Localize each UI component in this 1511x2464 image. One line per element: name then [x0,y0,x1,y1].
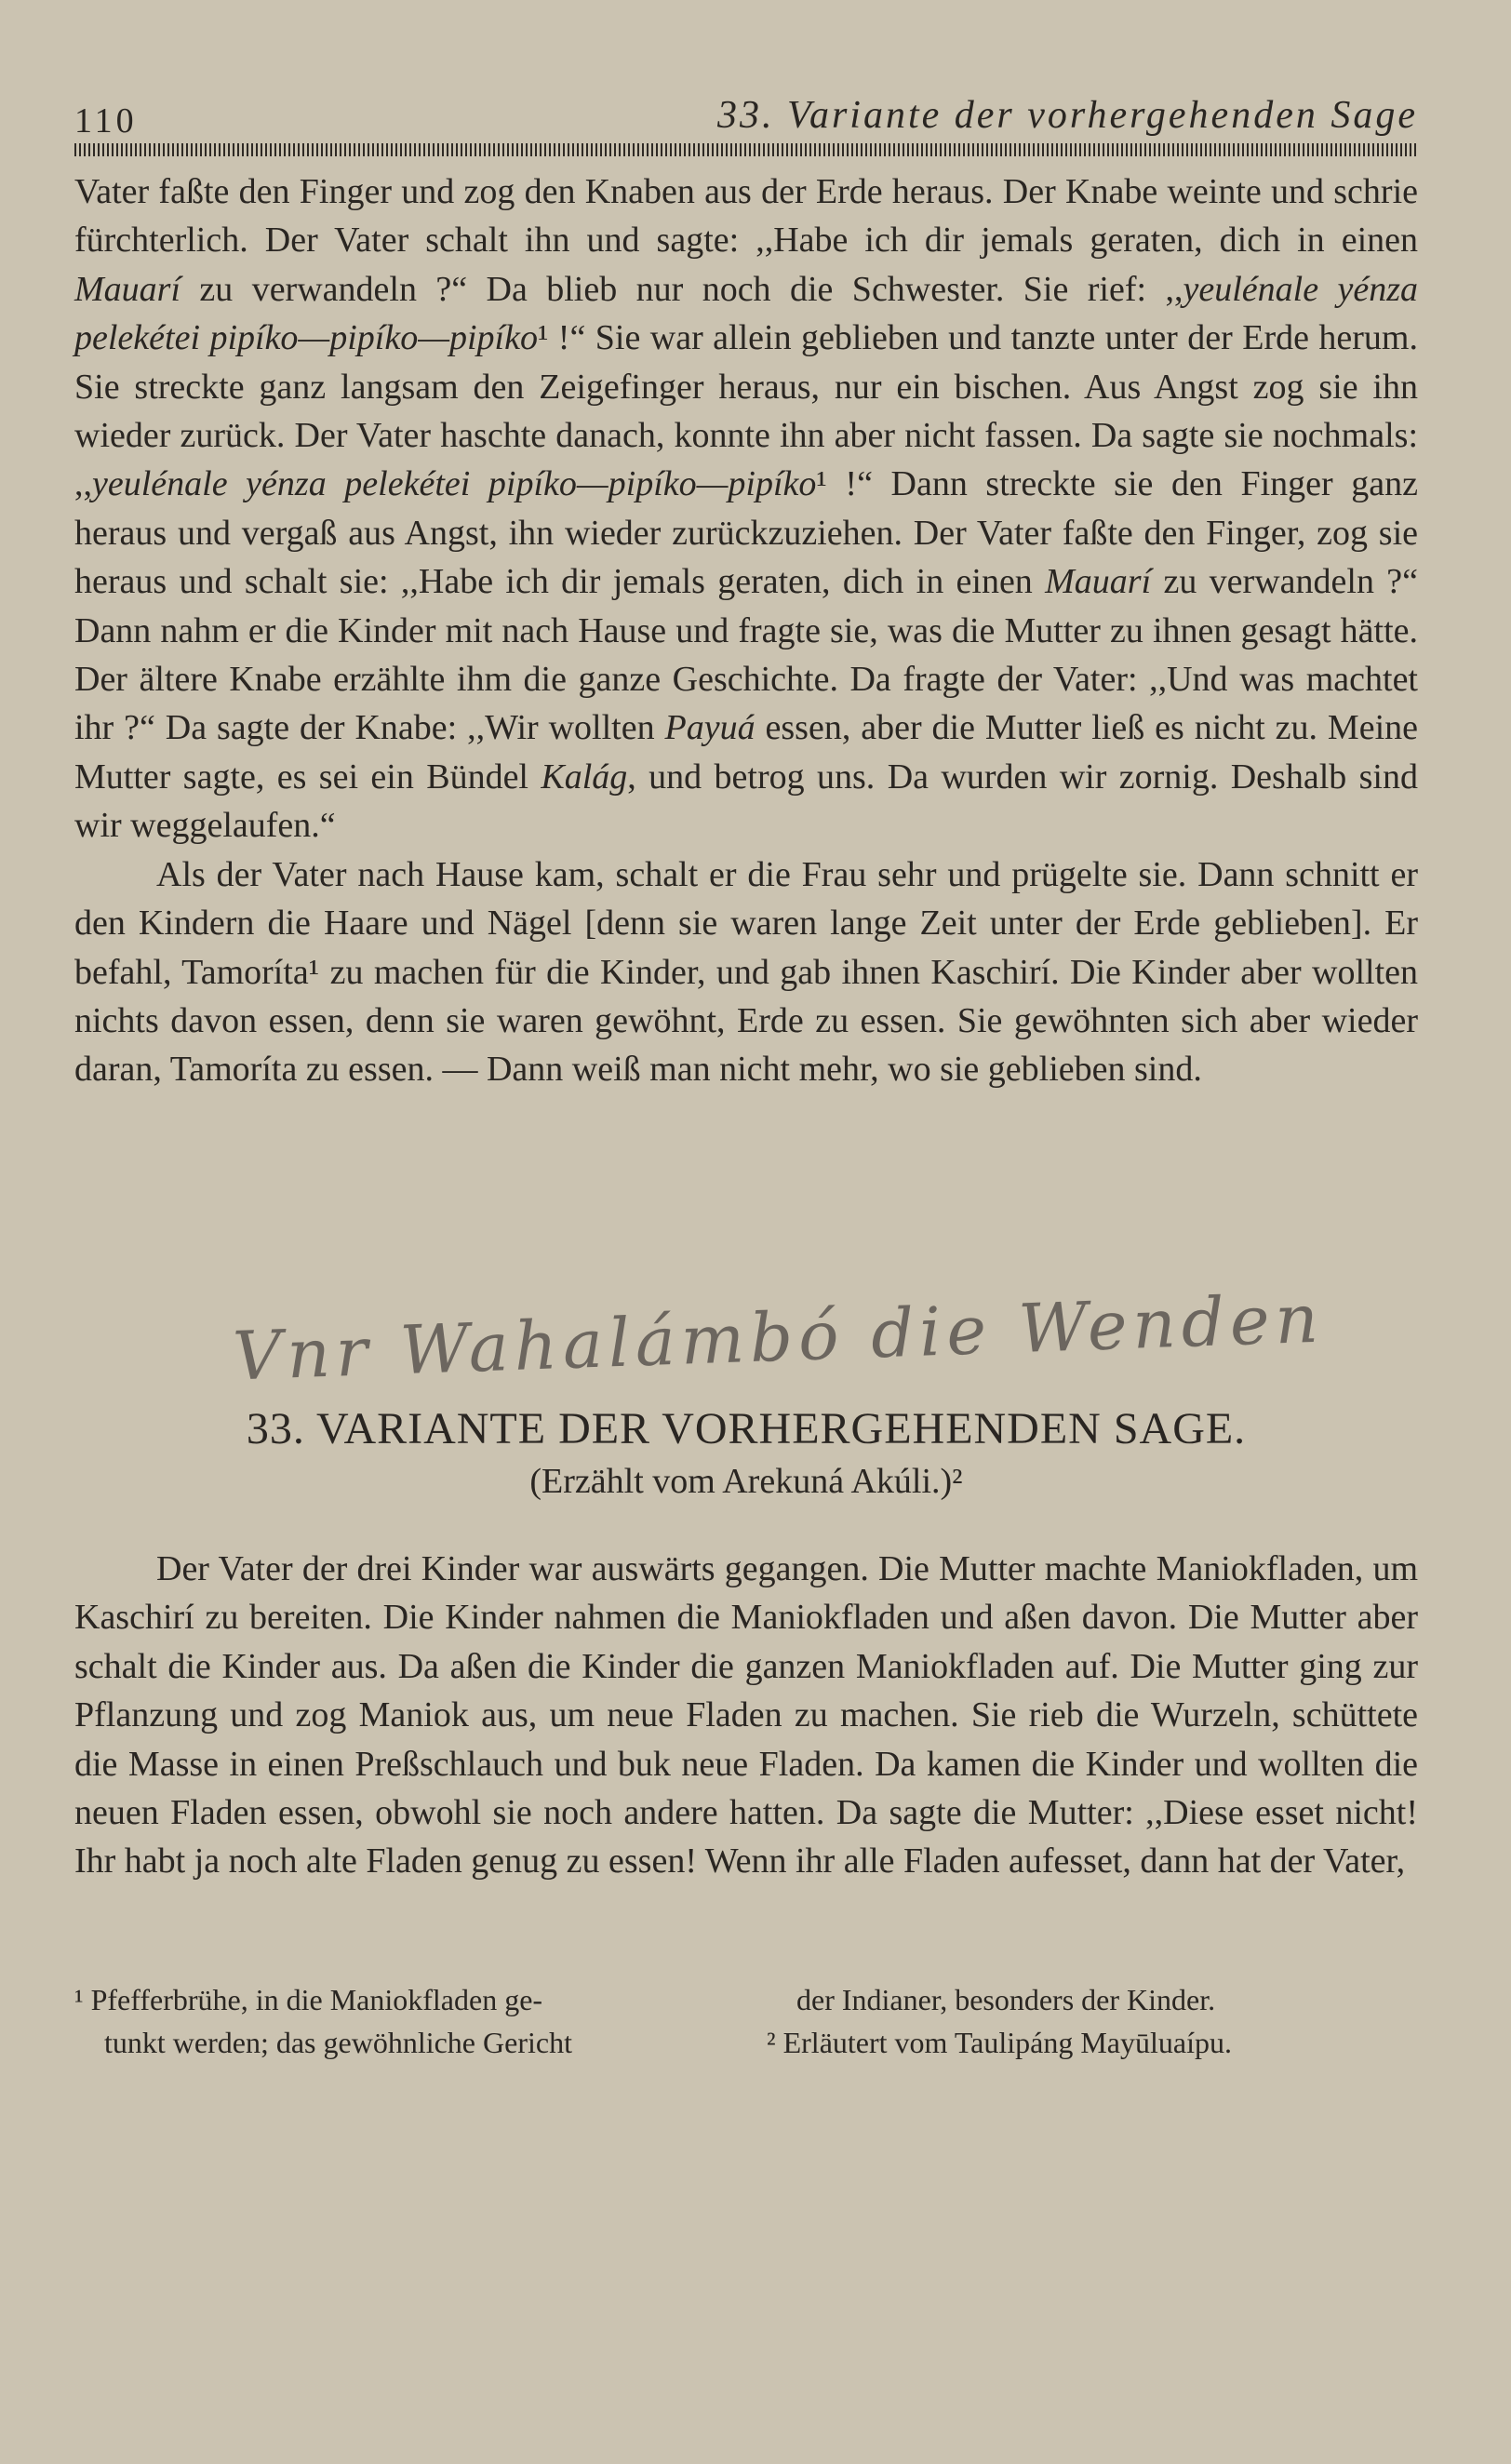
header-rule [74,143,1418,156]
italic-chant: yeulénale yénza pelekétei pipíko—pipíko—pipíko [74,269,1418,358]
footnote-2: ² Erläutert vom Taulipáng Mayūluaípu. [767,2026,1232,2059]
text-run: Vater faßte den Finger und zog den Knaben aus der Erde heraus. Der Knabe weinte und schrie fürchterlich. Der Vater schalt ihn und sagte: ,,Habe ich dir jemals geraten, dich in einen [74,172,1418,261]
footnote-1-continued-2: der Indianer, besonders der Kinder. [796,1983,1216,2016]
text-run: zu verwandeln ?“ Dann nahm er die Kinder mit nach Hause und fragte sie, was die Mutter zu ihnen gesagt hätte. Der ältere Knabe erzählte ihm die ganze Geschichte. Da fragte der Vater: ,,Und was machtet ihr ?“ Da sagte der Knabe: ,,Wir wollten [74,562,1419,748]
paragraph-2: Als der Vater nach Hause kam, schalt er die Frau sehr und prügelte sie. Dann schnitt er den Kindern die Haare und Nägel [denn sie waren lange Zeit unter der Erde geblieben]. Er befahl, Tamoríta¹ zu machen für die Kinder, und gab ihnen Kaschirí. Die Kinder aber wollten nichts davon essen, denn sie waren gewöhnt, Erde zu essen. Sie gewöhnten sich aber wieder daran, Tamoríta zu essen. — Dann weiß man nicht mehr, wo sie geblieben sind. [74,854,1418,1090]
italic-term: Mauarí [1045,562,1152,602]
page-header [74,93,1418,141]
text-run: essen, aber die Mutter ließ es nicht zu. Meine Mutter sagte, es sei ein Bündel [74,708,1419,797]
footnote-column-left [74,1978,726,2064]
text-run: , und betrog uns. Da wurden wir zornig. Deshalb sind wir weggelaufen.“ [74,757,1418,846]
footnote-column-right [767,1978,1418,2064]
text-run: ¹ !“ Sie war allein geblieben und tanzte unter der Erde herum. Sie streckte ganz langsam den Zeigefinger heraus, nur ein bischen. Aus Angst zog sie ihn wieder zurück. Der Vater haschte danach, konnte ihn aber nicht fassen. Da sagte sie nochmals: ,, [74,318,1418,504]
footnote-1-continued: tunkt werden; das gewöhnliche Gericht [104,2026,572,2059]
italic-chant: yeulénale yénza pelekétei pipíko—pipíko—pipíko [92,464,817,504]
paragraph-1 [74,167,1418,850]
section-paragraph: Der Vater der drei Kinder war auswärts gegangen. Die Mutter machte Maniokfladen, um Kaschirí zu bereiten. Die Kinder nahmen die Maniokfladen und aßen davon. Die Mutter aber schalt die Kinder aus. Da aßen die Kinder die ganzen Maniokfladen auf. Die Mutter ging zur Pflanzung und zog Maniok aus, um neue Fladen zu machen. Sie rieb die Wurzeln, schüttete die Masse in einen Preßschlauch und buk neue Fladen. Da kamen die Kinder und wollten die neuen Fladen essen, obwohl sie noch andere hatten. Da sagte die Mutter: ,,Diese esset nicht! Ihr habt ja noch alte Fladen genug zu essen! Wenn ihr alle Fladen aufesset, dann hat der Vater, [74,1549,1418,1881]
section-body [74,1509,1418,1922]
page-number: 110 [74,101,138,141]
italic-term: Mauarí [74,269,181,309]
running-title: 33. Variante der vorhergehenden Sage [716,94,1418,137]
text-run: ¹ !“ Dann streckte sie den Finger ganz heraus und vergaß aus Angst, ihn wieder zurückzuziehen. Der Vater faßte den Finger, zog sie heraus und schalt sie: ,,Habe ich dir jemals geraten, dich in einen [74,464,1419,602]
footnotes [74,1978,1418,2064]
italic-term: Payuá [664,708,756,748]
italic-term: Kalág [541,757,628,797]
text-run: zu verwandeln ?“ Da blieb nur noch die Schwester. Sie rief: ,, [181,269,1183,309]
section-subtitle: (Erzählt vom Arekuná Akúli.)² [529,1462,963,1501]
story-ending [74,167,1418,1094]
section-title: 33. VARIANTE DER VORHERGEHENDEN SAGE. [246,1404,1247,1453]
handwritten-annotation: Vnr Wahalámbó die Wenden [231,1279,1326,1396]
footnote-1: ¹ Pfefferbrühe, in die Maniokfladen ge- [74,1983,543,2016]
